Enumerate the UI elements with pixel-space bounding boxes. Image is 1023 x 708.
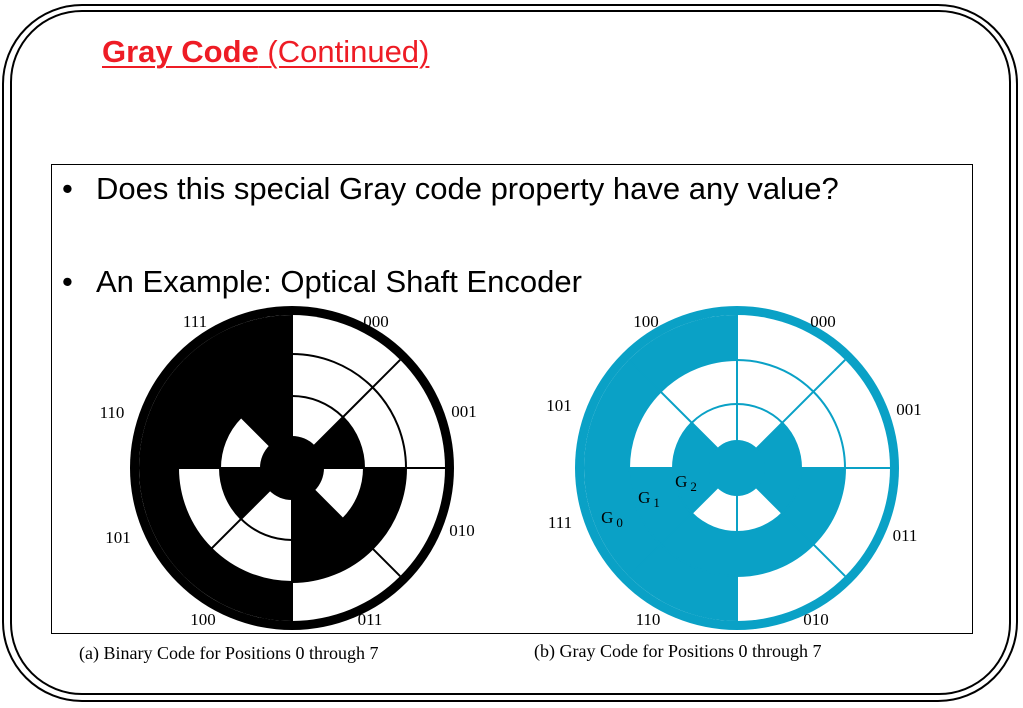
gray-disk-caption: (b) Gray Code for Positions 0 through 7 [534,641,822,661]
track-label: G $_2$ [675,472,697,494]
position-label: 001 [451,402,477,421]
position-label: 101 [546,396,572,415]
position-label: 111 [547,513,573,532]
position-label: 000 [810,312,836,331]
track-label: B $_2$ [255,415,277,437]
position-label: 110 [635,610,661,629]
binary-encoder-disk [100,306,477,630]
slide-title-bold: Gray Code [102,34,259,69]
hub [260,436,324,500]
position-label: 011 [357,610,383,629]
track-label: B $_1$ [238,382,260,404]
slide-title-rest: (Continued) [258,34,430,69]
position-label: 100 [190,610,216,629]
position-label: 001 [896,400,922,419]
hub [709,440,765,496]
position-label: 110 [99,403,125,422]
position-label: 010 [803,610,829,629]
bullet-text: An Example: Optical Shaft Encoder [96,264,582,299]
track-label: B $_0$ [217,347,239,369]
track-label: G $_0$ [601,508,623,530]
position-label: 111 [182,312,208,331]
position-label: 101 [105,528,131,547]
gray-encoder-disk [546,306,922,630]
position-label: 100 [633,312,659,331]
bullet-marker: • [62,264,73,299]
bullet-text: Does this special Gray code property have any value? [96,171,839,206]
position-label: 000 [363,312,389,331]
bullet-marker: • [62,171,73,206]
position-label: 011 [892,526,918,545]
track-label: G $_1$ [638,488,660,510]
position-label: 010 [449,521,475,540]
binary-disk-caption: (a) Binary Code for Positions 0 through 7 [79,643,379,663]
